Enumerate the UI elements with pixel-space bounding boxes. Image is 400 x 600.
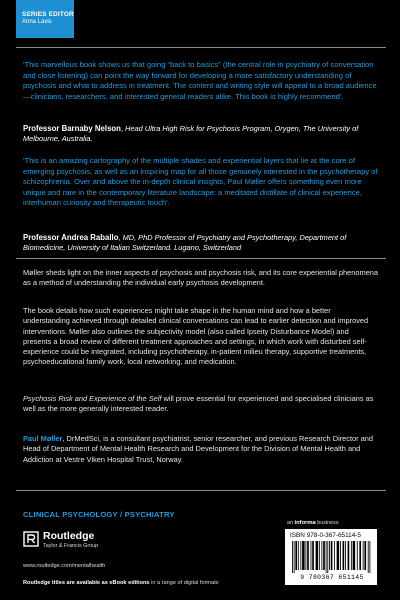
series-editor-name: Anna Lavis	[22, 19, 52, 25]
reviewer-2: Professor Andrea Raballo, MD, PhD Professor of Psychiatry and Psychotherapy, Department of Biomedicine, University of Italian Switzerland. Lugano, Switzerland	[23, 233, 347, 252]
book-title: Psychosis Risk and Experience of the Self	[23, 394, 162, 403]
description-paragraph-1: Møller sheds light on the inner aspects of psychosis and psychosis risk, and its core experiential phenomena as a method of understanding the individual early psychosis development.	[23, 268, 378, 288]
author-bio-text: , DrMedSci, is a consultant psychiatrist, senior researcher, and previous Research Director and Head of Department of Mental Health Research and Development for the Division of Mental Health and Addiction at Vestre Viken Hospital Trust, Norway.	[23, 434, 373, 464]
top-divider	[16, 47, 386, 48]
reviewer-2-affiliation: MD, PhD Professor of Psychiatry and Psychotherapy, Department of Biomedicine, University of Italian Switzerland. Lugano, Switzerland	[23, 233, 347, 252]
publisher-logo	[23, 528, 163, 558]
bottom-divider	[16, 490, 386, 491]
description-paragraph-3-rest: will prove essential for experienced and specialised clinicians as well as the more generally interested reader.	[23, 394, 374, 414]
isbn-label: ISBN 978-0-367-65114-5	[290, 532, 361, 539]
reviewer-1-affiliation: Head Ultra High Risk for Psychosis Program, Orygen, The University of Melbourne, Australia.	[23, 124, 359, 143]
barcode	[285, 529, 377, 585]
informa-business-label	[287, 520, 339, 526]
informa-brand: informa	[294, 520, 316, 526]
middle-divider	[16, 258, 386, 259]
author-bio	[23, 434, 378, 465]
series-editor-title: SERIES EDITOR	[22, 11, 74, 18]
reviewer-2-name: Professor Andrea Raballo	[23, 233, 119, 242]
author-name: Paul Møller	[23, 434, 63, 443]
ebook-note-bold: Routledge titles are available as eBook editions	[23, 580, 150, 586]
description-paragraph-3	[23, 394, 378, 415]
category-label: CLINICAL PSYCHOLOGY / PSYCHIATRY	[23, 510, 175, 519]
ebook-note-rest: in a range of digital formats	[149, 580, 219, 586]
ebook-note	[23, 580, 219, 586]
publisher-name: Routledge	[43, 530, 95, 542]
publisher-subtitle: Taylor & Francis Group	[43, 543, 99, 549]
reviewer-1: Professor Barnaby Nelson, Head Ultra High Risk for Psychosis Program, Orygen, The University of Melbourne, Australia.	[23, 124, 359, 143]
review-quote-1: 'This marvellous book shows us that going “back to basics” (the central role in psychiatry of conversation and close listening) can point the way forward for developing a more satisfactory understanding of psychosis and what to address in treatment. The content and writing style will appeal to a broad audience—clinicians, researchers, and interested general readers alike. This book is highly recommend'.	[23, 60, 377, 101]
barcode-digits: 9 780367 651145	[300, 574, 364, 581]
review-quote-2: 'This is an amazing cartography of the multiple shades and experiential layers that lie at the core of emerging psychosis, as well as an inspiring map for all those genuinely interested in the psychotherapy of schizophrenia. Over and above the in-depth clinical insights, Paul Møller offers something even more unique and rare in the contemporary literature landscape: a meditated distillate of clinical experience, interhuman curiosity and therapeutic touch'.	[23, 156, 378, 208]
reviewer-1-name: Professor Barnaby Nelson	[23, 124, 121, 133]
informa-suffix: business	[315, 520, 339, 526]
informa-prefix: an	[287, 520, 295, 526]
publisher-url: www.routledge.com/mentalhealth	[23, 563, 106, 569]
description-paragraph-2: The book details how such experiences might take shape in the human mind and how a better understanding achieved through detailed clinical conversations can lead to earlier detection and improved interventions. Møller also outlines the subjectivity model (also called Ipseity Disturbance Model) and presents a broad review of different treatment approaches and settings, in which work with disturbed self-experience could be integrated, including psychotherapy, in-patient milieu therapy, supportive treatments, psychoeducational family work, local networking, and medication.	[23, 306, 369, 367]
barcode-bars-icon	[292, 541, 372, 573]
routledge-logo-icon	[23, 531, 39, 547]
